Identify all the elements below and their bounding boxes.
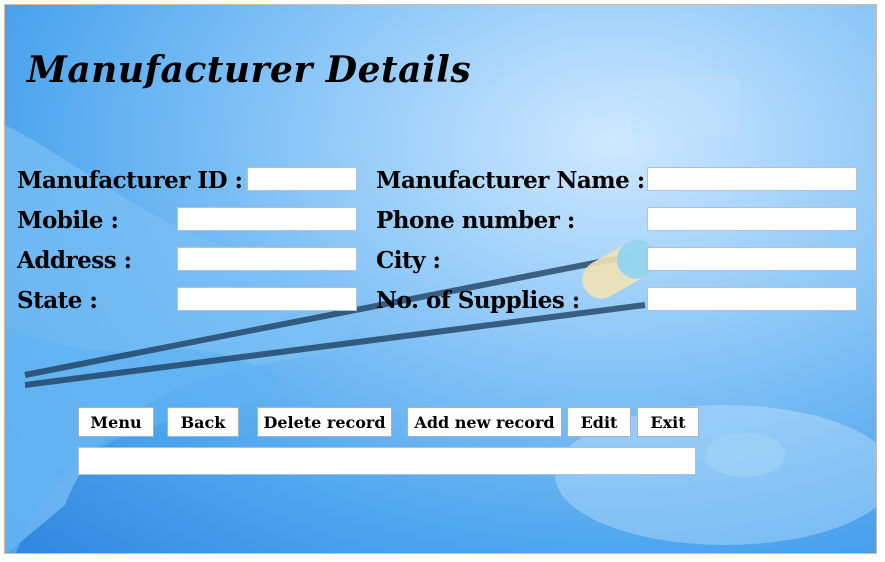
exit-button[interactable]: Exit xyxy=(637,407,699,437)
status-field xyxy=(78,447,696,475)
city-input[interactable] xyxy=(647,247,857,271)
address-label: Address : xyxy=(17,247,132,274)
edit-button[interactable]: Edit xyxy=(567,407,631,437)
state-label: State : xyxy=(17,287,98,314)
state-input[interactable] xyxy=(177,287,357,311)
add-new-record-button[interactable]: Add new record xyxy=(407,407,562,437)
manufacturer-id-input[interactable] xyxy=(247,167,357,191)
phone-number-label: Phone number : xyxy=(376,207,575,234)
manufacturer-name-label: Manufacturer Name : xyxy=(376,167,645,194)
back-button[interactable]: Back xyxy=(167,407,239,437)
city-label: City : xyxy=(376,247,441,274)
mobile-label: Mobile : xyxy=(17,207,119,234)
address-input[interactable] xyxy=(177,247,357,271)
no-of-supplies-label: No. of Supplies : xyxy=(376,287,580,314)
delete-record-button[interactable]: Delete record xyxy=(257,407,392,437)
manufacturer-name-input[interactable] xyxy=(647,167,857,191)
phone-number-input[interactable] xyxy=(647,207,857,231)
no-of-supplies-input[interactable] xyxy=(647,287,857,311)
mobile-input[interactable] xyxy=(177,207,357,231)
menu-button[interactable]: Menu xyxy=(78,407,154,437)
manufacturer-id-label: Manufacturer ID : xyxy=(17,167,243,194)
app-window xyxy=(4,4,877,554)
page-title: Manufacturer Details xyxy=(27,49,472,91)
